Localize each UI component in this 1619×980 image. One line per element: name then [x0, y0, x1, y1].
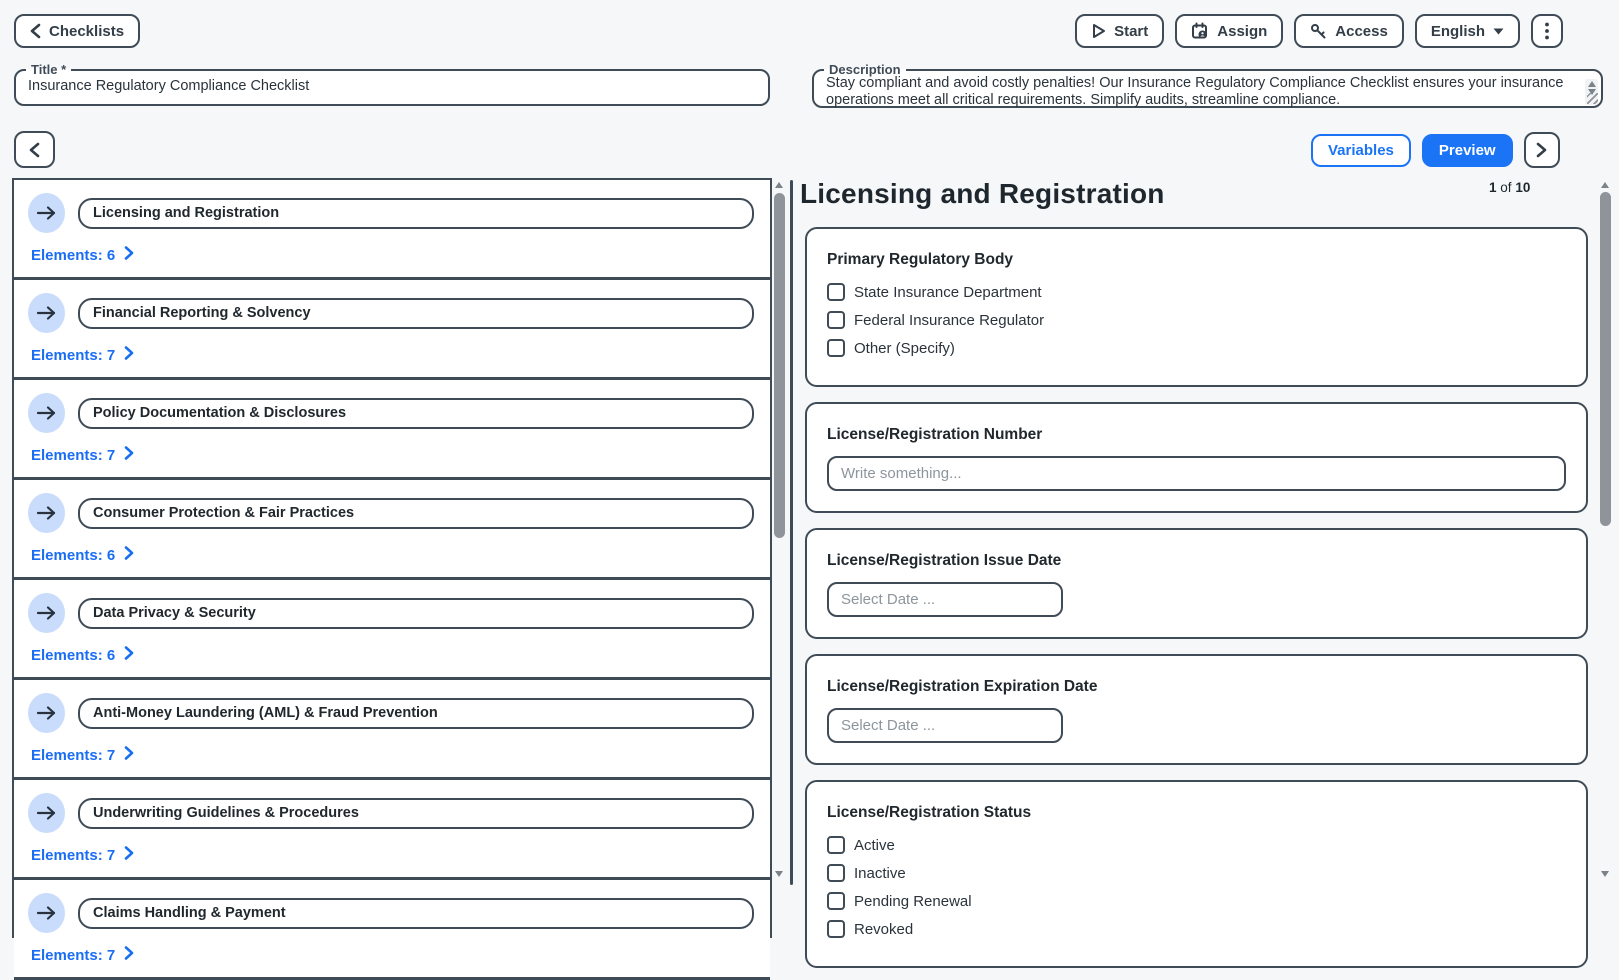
open-section-button[interactable] — [28, 393, 65, 433]
elements-count-link[interactable]: Elements: 7 — [31, 847, 116, 864]
elements-row — [28, 446, 754, 465]
section-list-item — [14, 780, 770, 880]
date-input[interactable] — [827, 582, 1063, 617]
chevron-right-icon — [124, 346, 134, 360]
chevron-left-icon — [29, 142, 40, 158]
chevron-right-icon — [124, 246, 134, 260]
assign-button[interactable] — [1175, 14, 1283, 48]
checkbox-option[interactable] — [827, 281, 1566, 303]
section-heading: Licensing and Registration — [800, 178, 1165, 209]
section-row — [28, 393, 754, 433]
checkbox-label: Federal Insurance Regulator — [854, 311, 1045, 329]
section-list-item — [14, 880, 770, 980]
text-input[interactable] — [827, 456, 1566, 491]
section-row — [28, 193, 754, 233]
description-fieldset — [812, 62, 1603, 108]
description-label: Description — [829, 62, 901, 77]
pager-of-label: of — [1500, 180, 1512, 195]
checkbox-label: Inactive — [854, 864, 906, 882]
scroll-down-icon[interactable] — [775, 871, 783, 877]
checkbox-label: Active — [854, 836, 895, 854]
title-input[interactable] — [16, 78, 768, 100]
arrow-right-icon — [37, 406, 57, 420]
section-row — [28, 693, 754, 733]
elements-row — [28, 846, 754, 865]
field-label: Primary Regulatory Body — [827, 251, 1014, 268]
section-title-input[interactable]: Underwriting Guidelines & Procedures — [78, 798, 754, 829]
chevron-right-icon — [124, 446, 134, 460]
checkbox-option[interactable] — [827, 918, 1566, 940]
arrow-right-icon — [37, 206, 57, 220]
pager-current: 1 — [1489, 180, 1497, 195]
sections-list-panel — [12, 178, 772, 964]
field-card — [805, 528, 1588, 639]
section-title-input[interactable]: Consumer Protection & Fair Practices — [78, 498, 754, 529]
elements-row — [28, 346, 754, 365]
arrow-right-icon — [37, 506, 57, 520]
section-next-button[interactable] — [1524, 132, 1560, 168]
chevron-right-icon[interactable] — [124, 846, 134, 865]
section-list-item — [14, 380, 770, 480]
editor-toolbar — [1311, 132, 1560, 168]
checkbox-option[interactable] — [827, 834, 1566, 856]
checkbox[interactable] — [827, 283, 845, 301]
scrollbar-thumb[interactable] — [774, 193, 785, 538]
chevron-left-icon — [30, 23, 41, 39]
back-to-checklists-button[interactable] — [14, 14, 140, 48]
section-row — [28, 793, 754, 833]
section-list-item — [14, 580, 770, 680]
elements-row — [28, 746, 754, 765]
open-section-button[interactable] — [28, 193, 65, 233]
section-title-input[interactable]: Claims Handling & Payment — [78, 898, 754, 929]
open-section-button[interactable] — [28, 493, 65, 533]
access-button[interactable] — [1294, 14, 1404, 48]
chevron-right-icon[interactable] — [124, 446, 134, 465]
open-section-button[interactable] — [28, 293, 65, 333]
start-button[interactable] — [1075, 14, 1164, 48]
field-card — [805, 654, 1588, 765]
date-input[interactable] — [827, 708, 1063, 743]
section-row — [28, 493, 754, 533]
checkbox-label: Revoked — [854, 920, 914, 938]
scroll-down-icon[interactable] — [1601, 871, 1609, 877]
section-pager — [1489, 180, 1530, 195]
more-options-button[interactable] — [1531, 14, 1563, 48]
assign-button-label: Assign — [1217, 22, 1268, 40]
open-section-button[interactable] — [28, 593, 65, 633]
chevron-right-icon[interactable] — [124, 646, 134, 665]
section-title-input[interactable]: Licensing and Registration — [78, 198, 754, 229]
elements-row — [28, 946, 754, 965]
resize-handle-icon[interactable] — [1587, 93, 1598, 104]
arrow-right-icon — [37, 606, 57, 620]
section-title-input[interactable]: Data Privacy & Security — [78, 598, 754, 629]
section-list-item — [14, 680, 770, 780]
section-list-item — [14, 480, 770, 580]
field-label: License/Registration Issue Date — [827, 552, 1062, 569]
elements-count-link[interactable]: Elements: 7 — [31, 447, 116, 464]
elements-count-link[interactable]: Elements: 6 — [31, 547, 116, 564]
open-section-button[interactable] — [28, 793, 65, 833]
checkbox[interactable] — [827, 836, 845, 854]
scroll-up-icon[interactable] — [1601, 182, 1609, 188]
checkbox-label: Pending Renewal — [854, 892, 972, 910]
chevron-right-icon[interactable] — [124, 346, 134, 365]
scrollbar-thumb[interactable] — [1600, 192, 1611, 526]
elements-row — [28, 546, 754, 565]
elements-row — [28, 646, 754, 665]
elements-row — [28, 246, 754, 265]
chevron-right-icon[interactable] — [124, 546, 134, 565]
start-button-label: Start — [1114, 22, 1149, 40]
chevron-right-icon — [124, 546, 134, 560]
field-label: License/Registration Number — [827, 426, 1043, 443]
arrow-right-icon — [37, 806, 57, 820]
checkbox[interactable] — [827, 920, 845, 938]
section-title-input[interactable]: Policy Documentation & Disclosures — [78, 398, 754, 429]
checkbox[interactable] — [827, 339, 845, 357]
description-textarea[interactable]: Stay compliant and avoid costly penalties! Our Insurance Regulatory Compliance Checklist ensures your insurance operations meet all critical requirements. Simplify audits, streamline compliance. — [826, 75, 1564, 108]
scroll-up-icon[interactable] — [775, 182, 783, 188]
section-row — [28, 893, 754, 933]
chevron-right-icon[interactable] — [124, 946, 134, 965]
chevron-right-icon[interactable] — [124, 246, 134, 265]
title-fieldset — [14, 62, 770, 106]
language-dropdown[interactable] — [1415, 14, 1520, 48]
open-section-button[interactable] — [28, 893, 65, 933]
key-icon — [1310, 23, 1327, 40]
arrow-right-icon — [37, 706, 57, 720]
field-label: License/Registration Expiration Date — [827, 678, 1098, 695]
checkbox-option[interactable] — [827, 309, 1566, 331]
field-label: License/Registration Status — [827, 804, 1032, 821]
panel-divider — [790, 180, 793, 885]
chevron-right-icon — [124, 946, 134, 960]
title-label: Title * — [31, 62, 67, 77]
kebab-menu-icon — [1545, 22, 1549, 40]
access-button-label: Access — [1335, 22, 1388, 40]
caret-down-icon — [1493, 28, 1504, 35]
checkbox-option[interactable] — [827, 890, 1566, 912]
chevron-right-icon — [124, 846, 134, 860]
elements-count-link[interactable]: Elements: 7 — [31, 747, 116, 764]
back-button-label: Checklists — [49, 22, 125, 40]
editor-scrollbar[interactable] — [1599, 178, 1612, 883]
chevron-right-icon — [1536, 142, 1547, 158]
chevron-right-icon[interactable] — [124, 746, 134, 765]
section-row — [28, 593, 754, 633]
preview-button[interactable]: Preview — [1422, 134, 1513, 167]
section-list-item — [14, 280, 770, 380]
sections-page-back-button[interactable] — [14, 131, 55, 168]
field-card — [805, 402, 1588, 513]
play-icon — [1091, 23, 1106, 39]
elements-count-link[interactable]: Elements: 7 — [31, 347, 116, 364]
elements-count-link[interactable]: Elements: 6 — [31, 647, 116, 664]
open-section-button[interactable] — [28, 693, 65, 733]
checkbox-label: State Insurance Department — [854, 283, 1042, 301]
sections-scrollbar[interactable] — [773, 178, 786, 883]
variables-button[interactable]: Variables — [1311, 134, 1411, 167]
calendar-assign-icon — [1191, 22, 1209, 40]
section-title-input[interactable]: Financial Reporting & Solvency — [78, 298, 754, 329]
elements-count-link[interactable]: Elements: 6 — [31, 247, 116, 264]
checkbox-label: Other (Specify) — [854, 339, 955, 357]
checkbox[interactable] — [827, 892, 845, 910]
pager-total: 10 — [1515, 180, 1531, 195]
field-card — [805, 780, 1588, 968]
arrow-right-icon — [37, 906, 57, 920]
elements-count-link[interactable]: Elements: 7 — [31, 947, 116, 964]
header-actions — [1075, 14, 1563, 48]
checkbox[interactable] — [827, 864, 845, 882]
scroll-up-icon[interactable] — [1588, 81, 1596, 87]
main-content — [0, 178, 1619, 964]
section-row — [28, 293, 754, 333]
checkbox-option[interactable] — [827, 862, 1566, 884]
field-card — [805, 227, 1588, 387]
chevron-right-icon — [124, 646, 134, 660]
section-title-input[interactable]: Anti-Money Laundering (AML) & Fraud Prevention — [78, 698, 754, 729]
checkbox-option[interactable] — [827, 337, 1566, 359]
language-dropdown-label: English — [1430, 22, 1485, 40]
arrow-right-icon — [37, 306, 57, 320]
chevron-right-icon — [124, 746, 134, 760]
checkbox[interactable] — [827, 311, 845, 329]
section-list-item — [14, 180, 770, 280]
field-cards — [805, 227, 1588, 968]
